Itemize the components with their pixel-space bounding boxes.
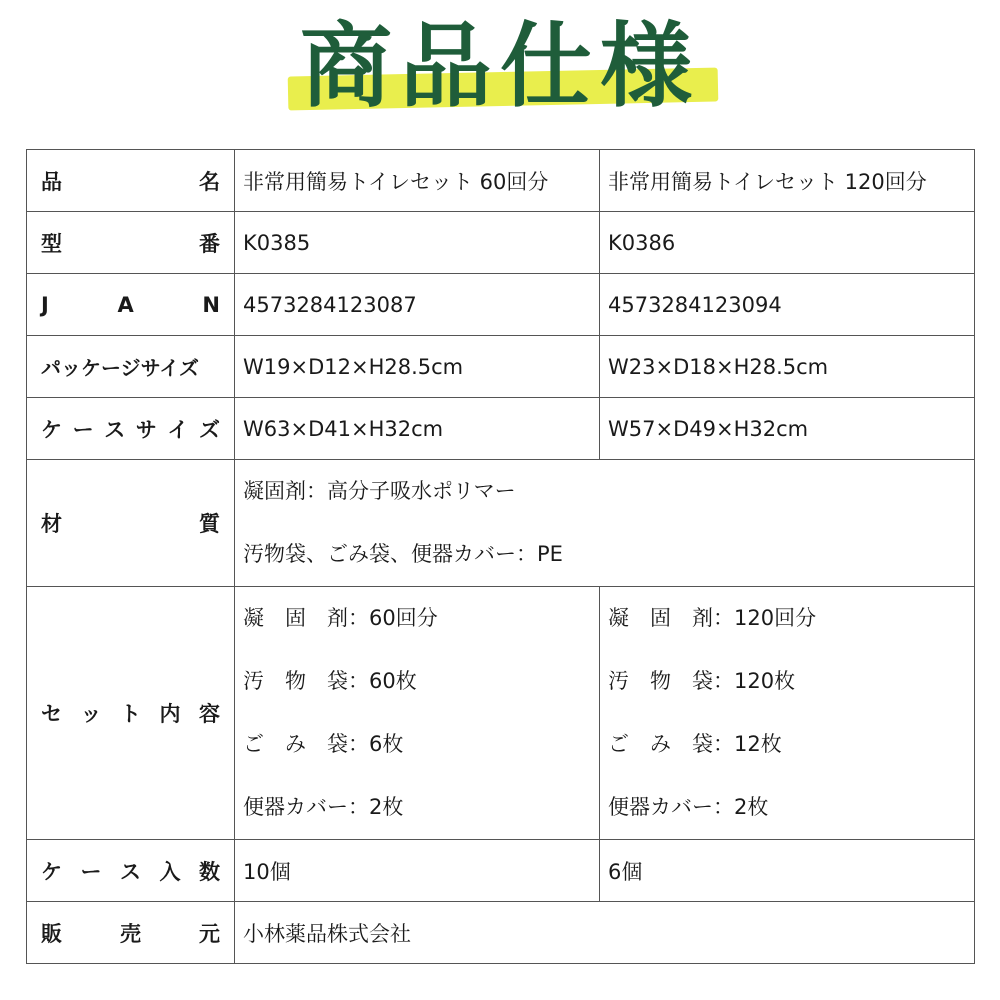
row-jan <box>27 274 975 336</box>
spec-table <box>26 149 975 964</box>
title-area <box>0 0 1000 130</box>
label-cell: ケ ー ス 入 数 <box>27 840 235 902</box>
value-cell: 凝固剤：高分子吸水ポリマー 汚物袋、ごみ袋、便器カバー：PE <box>235 460 975 587</box>
value-cell: 非常用簡易トイレセット 60回分 <box>235 150 600 212</box>
value-cell: 6個 <box>600 840 975 902</box>
value-cell: W57×D49×H32cm <box>600 398 975 460</box>
row-case-size <box>27 398 975 460</box>
value-cell: W19×D12×H28.5cm <box>235 336 600 398</box>
row-material <box>27 460 975 587</box>
row-set-contents <box>27 587 975 840</box>
label-cell: パッケージサイズ <box>27 336 235 398</box>
label-cell: 材 質 <box>27 460 235 587</box>
label-cell: 販 売 元 <box>27 902 235 964</box>
value-cell: 10個 <box>235 840 600 902</box>
value-cell: K0385 <box>235 212 600 274</box>
label-cell: J A N <box>27 274 235 336</box>
row-name <box>27 150 975 212</box>
label-cell: セ ッ ト 内 容 <box>27 587 235 840</box>
page-title: 商品仕様 <box>299 13 700 120</box>
value-cell: 凝 固 剤：60回分 汚 物 袋：60枚 ご み 袋：6枚 便器カバー：2枚 <box>235 587 600 840</box>
row-seller <box>27 902 975 964</box>
row-case-quantity <box>27 840 975 902</box>
value-cell: W63×D41×H32cm <box>235 398 600 460</box>
value-cell: 非常用簡易トイレセット 120回分 <box>600 150 975 212</box>
value-cell: 4573284123094 <box>600 274 975 336</box>
value-cell: 凝 固 剤：120回分 汚 物 袋：120枚 ご み 袋：12枚 便器カバー：2枚 <box>600 587 975 840</box>
row-model <box>27 212 975 274</box>
label-cell: 品 名 <box>27 150 235 212</box>
label-cell: 型 番 <box>27 212 235 274</box>
value-cell: W23×D18×H28.5cm <box>600 336 975 398</box>
value-cell: K0386 <box>600 212 975 274</box>
row-package-size <box>27 336 975 398</box>
value-cell: 小林薬品株式会社 <box>235 902 975 964</box>
label-cell: ケ ー ス サ イ ズ <box>27 398 235 460</box>
value-cell: 4573284123087 <box>235 274 600 336</box>
